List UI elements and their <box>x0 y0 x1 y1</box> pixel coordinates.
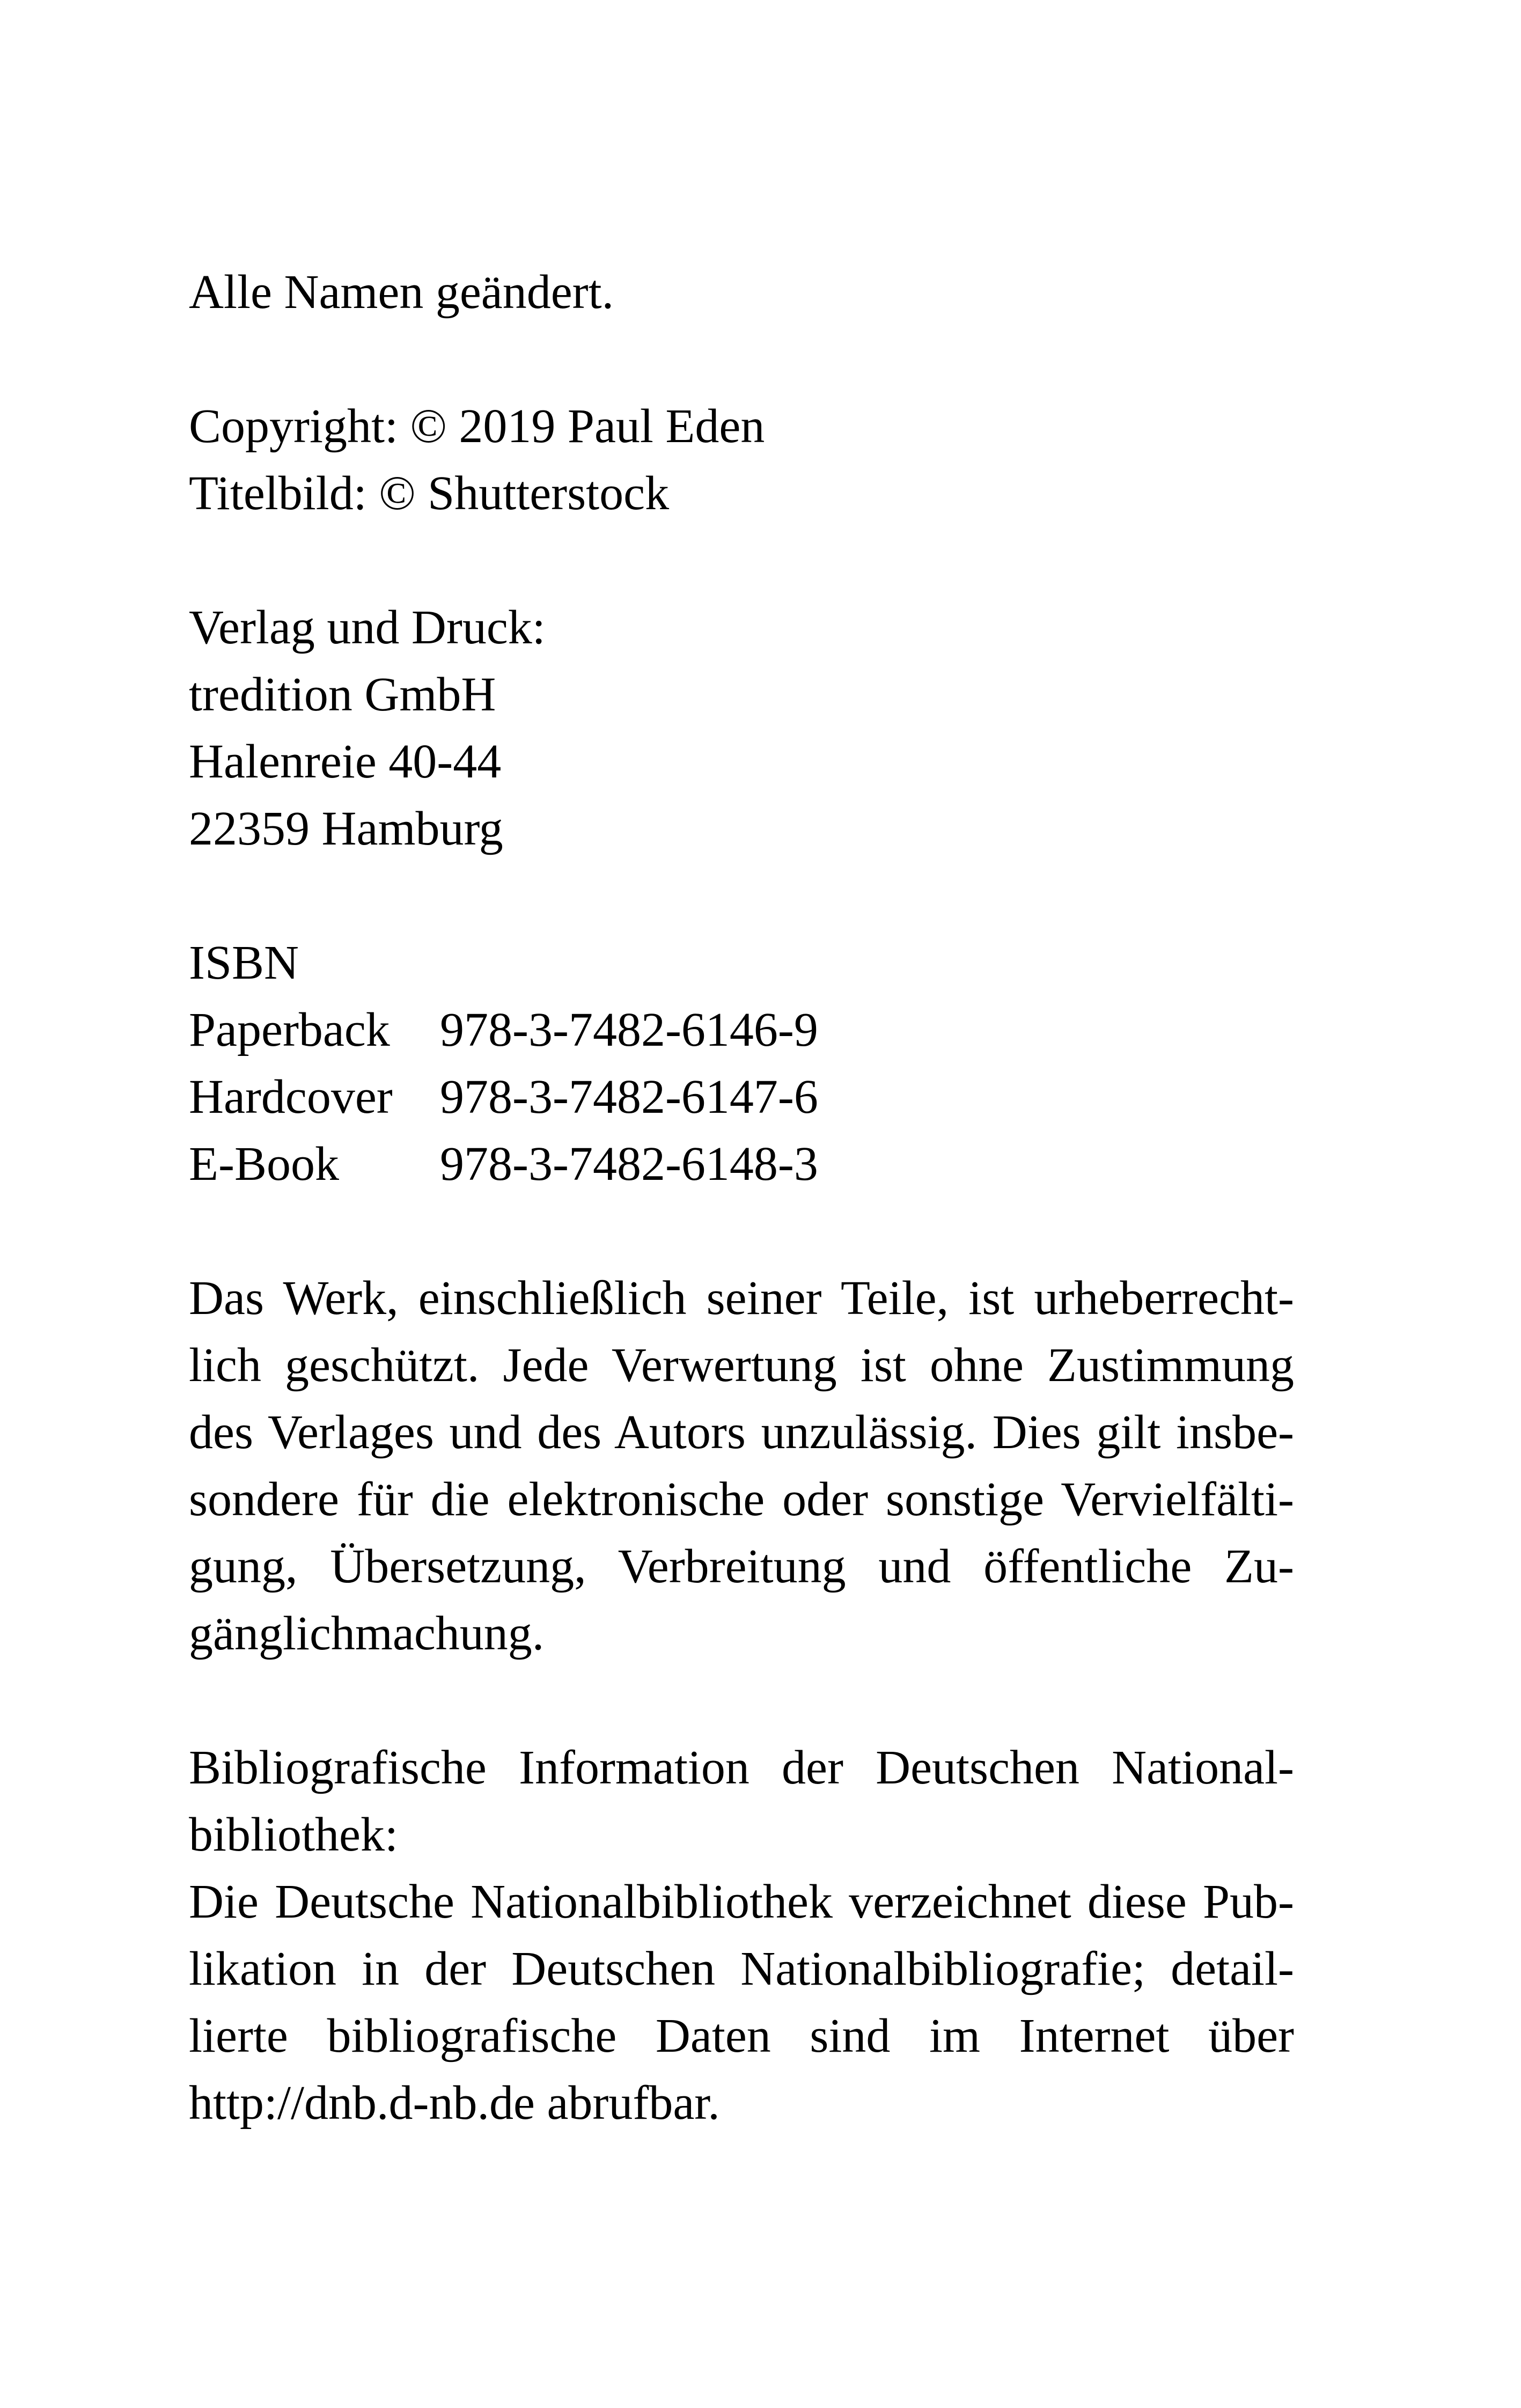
rights-notice-line: des Verlages und des Autors unzulässig. Dies gilt insbe- <box>189 1406 1294 1459</box>
copyright-line: Copyright: © 2019 Paul Eden <box>189 400 765 453</box>
bibliographic-info-line: likation in der Deutschen Nationalbibliografie; detail- <box>189 1942 1294 1995</box>
bibliographic-info-line: Die Deutsche Nationalbibliothek verzeichnet diese Pub- <box>189 1875 1294 1928</box>
rights-notice-line: gung, Übersetzung, Verbreitung und öffentliche Zu- <box>189 1540 1294 1593</box>
isbn-row-hardcover <box>189 1063 1294 1130</box>
rights-notice-line: gänglichmachung. <box>189 1607 545 1660</box>
isbn-format-label: Hardcover <box>189 1070 393 1124</box>
isbn-number: 978-3-7482-6148-3 <box>440 1137 818 1191</box>
publisher-name: tredition GmbH <box>189 668 496 721</box>
rights-notice-line: sondere für die elektronische oder sonstige Vervielfälti- <box>189 1473 1294 1526</box>
publisher-street: Halenreie 40-44 <box>189 735 502 788</box>
isbn-format-label: Paperback <box>189 1003 390 1056</box>
isbn-heading: ISBN <box>189 936 299 989</box>
isbn-number: 978-3-7482-6147-6 <box>440 1070 818 1124</box>
names-changed-note <box>189 259 1294 326</box>
bibliographic-info-paragraph <box>189 1734 1294 2137</box>
cover-image-credit: Titelbild: © Shutterstock <box>189 467 670 520</box>
note-text: Alle Namen geändert. <box>189 266 614 319</box>
bibliographic-info-line: bibliothek: <box>189 1808 398 1861</box>
isbn-row-ebook <box>189 1130 1294 1198</box>
isbn-number: 978-3-7482-6146-9 <box>440 1003 818 1056</box>
isbn-format-label: E-Book <box>189 1137 339 1191</box>
bibliographic-info-line: Bibliografische Information der Deutschen National- <box>189 1741 1294 1794</box>
rights-notice-paragraph <box>189 1265 1294 1667</box>
isbn-block <box>189 929 1294 1198</box>
copyright-block <box>189 393 1294 527</box>
isbn-row-paperback <box>189 996 1294 1063</box>
rights-notice-line: lich geschützt. Jede Verwertung ist ohne Zustimmung <box>189 1339 1294 1392</box>
bibliographic-info-line: http://dnb.d-nb.de abrufbar. <box>189 2076 720 2130</box>
bibliographic-info-line: lierte bibliografische Daten sind im Internet über <box>189 2009 1294 2062</box>
rights-notice-line: Das Werk, einschließlich seiner Teile, ist urheberrecht- <box>189 1272 1294 1325</box>
publisher-heading: Verlag und Druck: <box>189 601 546 654</box>
publisher-city: 22359 Hamburg <box>189 802 503 855</box>
publisher-block <box>189 594 1294 862</box>
